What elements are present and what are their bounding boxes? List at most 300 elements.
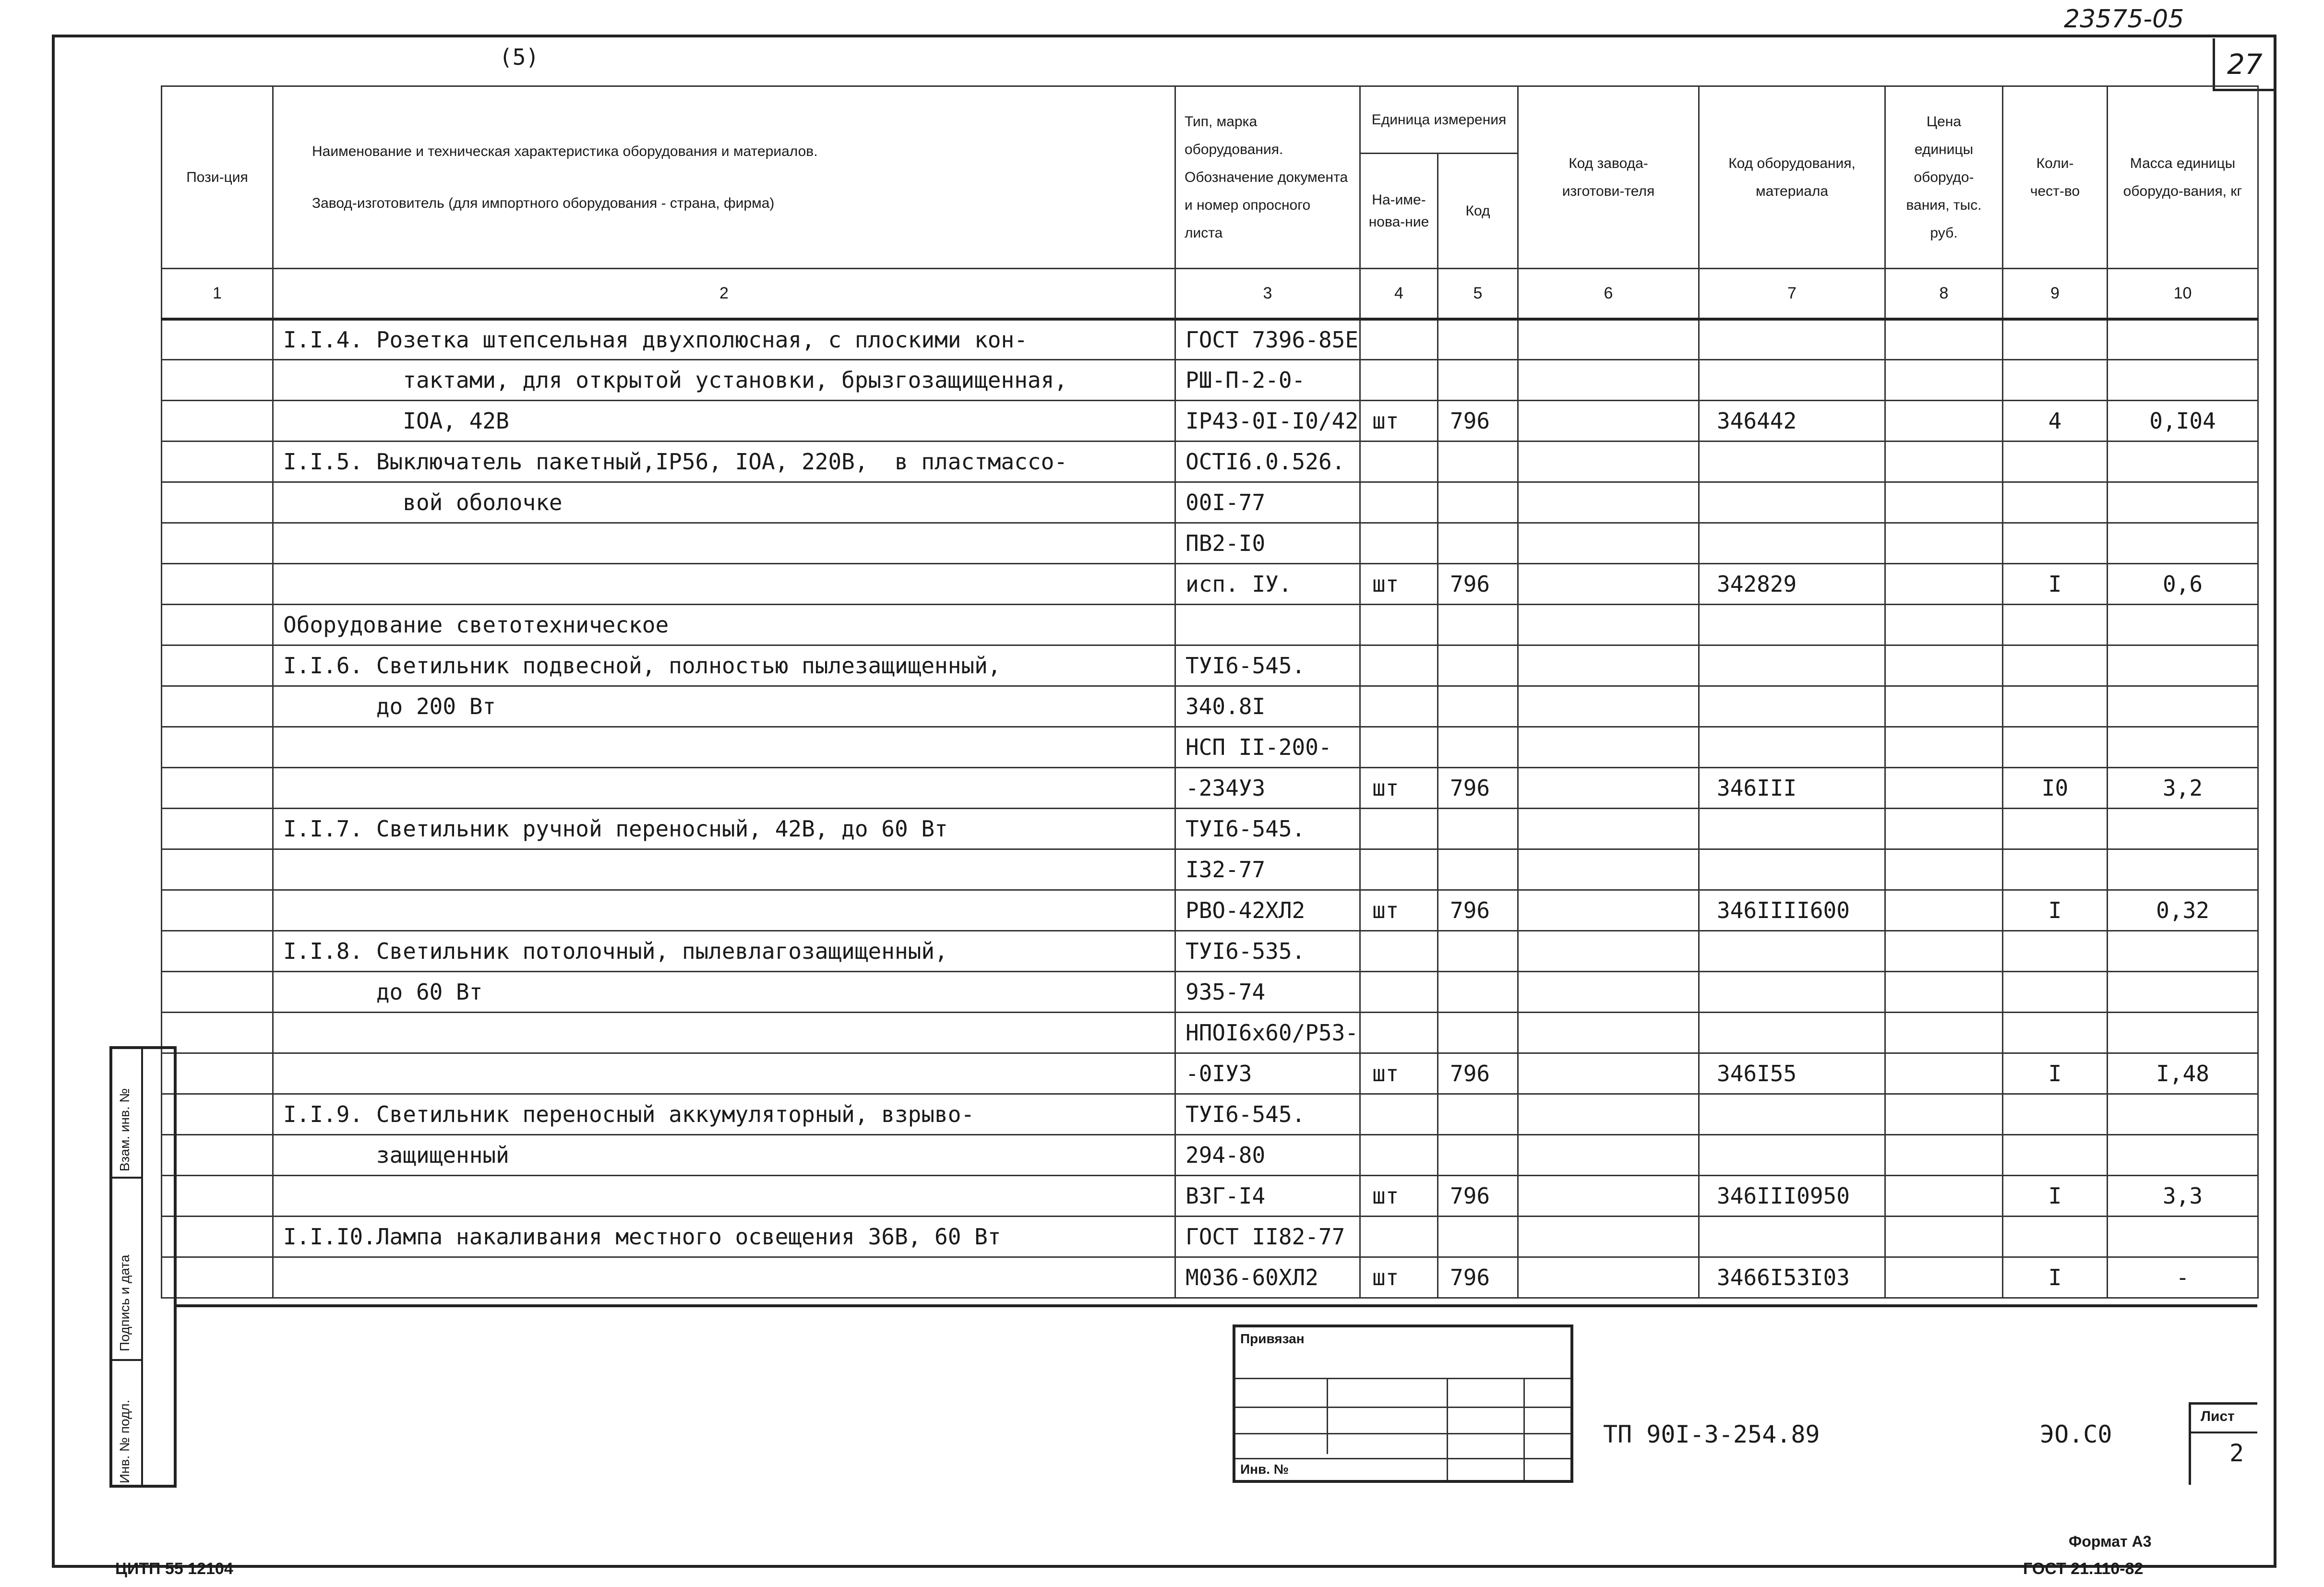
attached-inv-label: Инв. № — [1240, 1462, 1289, 1477]
cell-unit — [1360, 931, 1438, 972]
cell-unit — [1360, 319, 1438, 360]
cell-type: I32-77 — [1175, 849, 1360, 890]
cell-position — [162, 931, 273, 972]
side-label-inv-orig: Инв. № подл. — [117, 1399, 132, 1483]
table-row — [162, 441, 2258, 482]
side-cell-inv-repl — [112, 1049, 141, 1179]
cell-unit — [1360, 441, 1438, 482]
cell-quantity — [2003, 605, 2108, 645]
cell-unit: шт — [1360, 1176, 1438, 1217]
col-number: 3 — [1175, 269, 1360, 319]
col-number: 5 — [1438, 269, 1518, 319]
cell-unit-code: 796 — [1438, 1257, 1518, 1298]
cell-factory-code — [1518, 1094, 1699, 1135]
cell-position — [162, 768, 273, 809]
cell-unit-code — [1438, 1094, 1518, 1135]
cell-factory-code — [1518, 564, 1699, 605]
cell-unit — [1360, 360, 1438, 401]
cell-unit-code — [1438, 931, 1518, 972]
cell-price — [1885, 1053, 2003, 1094]
cell-position — [162, 972, 273, 1013]
cell-factory-code — [1518, 890, 1699, 931]
cell-name: IOA, 42B — [273, 401, 1175, 441]
specification-table — [161, 85, 2259, 1299]
cell-quantity — [2003, 360, 2108, 401]
cell-price — [1885, 401, 2003, 441]
cell-unit-code — [1438, 482, 1518, 523]
cell-price — [1885, 686, 2003, 727]
col-number: 6 — [1518, 269, 1699, 319]
side-cell-inv-orig — [112, 1361, 141, 1488]
side-stamp-divider — [141, 1049, 143, 1485]
cell-name — [273, 1257, 1175, 1298]
table-row — [162, 564, 2258, 605]
table-row — [162, 1013, 2258, 1053]
cell-unit: шт — [1360, 768, 1438, 809]
attached-vline — [1523, 1378, 1525, 1480]
cell-mass — [2108, 645, 2258, 686]
cell-position — [162, 605, 273, 645]
cell-quantity — [2003, 849, 2108, 890]
cell-price — [1885, 1094, 2003, 1135]
cell-position — [162, 319, 273, 360]
table-row — [162, 809, 2258, 849]
cell-equipment-code — [1699, 931, 1885, 972]
cell-unit: шт — [1360, 1257, 1438, 1298]
cell-unit-code: 796 — [1438, 401, 1518, 441]
table-row — [162, 849, 2258, 890]
side-label-inv-repl: Взам. инв. № — [117, 1088, 132, 1171]
cell-unit-code: 796 — [1438, 1176, 1518, 1217]
cell-mass: - — [2108, 1257, 2258, 1298]
cell-unit: шт — [1360, 564, 1438, 605]
cell-factory-code — [1518, 972, 1699, 1013]
cell-equipment-code — [1699, 1217, 1885, 1257]
cell-price — [1885, 727, 2003, 768]
cell-position — [162, 1013, 273, 1053]
table-row — [162, 890, 2258, 931]
cell-equipment-code — [1699, 441, 1885, 482]
cell-position — [162, 849, 273, 890]
cell-name: I.I.I0.Лампа накаливания местного освещения 36В, 60 Вт — [273, 1217, 1175, 1257]
cell-price — [1885, 931, 2003, 972]
cell-position — [162, 360, 273, 401]
cell-name: тактами, для открытой установки, брызгозащищенная, — [273, 360, 1175, 401]
cell-factory-code — [1518, 1135, 1699, 1176]
cell-price — [1885, 564, 2003, 605]
cell-quantity: I — [2003, 1257, 2108, 1298]
cell-price — [1885, 1257, 2003, 1298]
table-row — [162, 319, 2258, 360]
cell-quantity — [2003, 931, 2108, 972]
cell-mass — [2108, 605, 2258, 645]
table-row — [162, 972, 2258, 1013]
cell-name — [273, 523, 1175, 564]
cell-price — [1885, 605, 2003, 645]
cell-equipment-code — [1699, 727, 1885, 768]
cell-position — [162, 1217, 273, 1257]
cell-name — [273, 727, 1175, 768]
cell-name: до 60 Вт — [273, 972, 1175, 1013]
cell-unit: шт — [1360, 1053, 1438, 1094]
table-row — [162, 1257, 2258, 1298]
cell-mass — [2108, 972, 2258, 1013]
cell-name — [273, 849, 1175, 890]
col-header-factory-code: Код завода-изготови-теля — [1518, 86, 1699, 269]
cell-price — [1885, 849, 2003, 890]
cell-equipment-code: 346I55 — [1699, 1053, 1885, 1094]
cell-price — [1885, 768, 2003, 809]
cell-mass — [2108, 523, 2258, 564]
cell-mass — [2108, 849, 2258, 890]
title-block-top-line — [175, 1304, 2257, 1307]
format-label: Формат А3 — [2069, 1533, 2152, 1550]
cell-unit-code — [1438, 809, 1518, 849]
cell-factory-code — [1518, 727, 1699, 768]
cell-mass — [2108, 931, 2258, 972]
table-row — [162, 1135, 2258, 1176]
cell-equipment-code — [1699, 319, 1885, 360]
attached-line — [1235, 1433, 1570, 1434]
cell-position — [162, 809, 273, 849]
cell-position — [162, 645, 273, 686]
cell-mass — [2108, 319, 2258, 360]
cell-mass — [2108, 360, 2258, 401]
col-header-unit-group: Единица измерения — [1360, 86, 1518, 154]
cell-type: НПОI6х60/Р53- — [1175, 1013, 1360, 1053]
table-row — [162, 686, 2258, 727]
cell-mass — [2108, 686, 2258, 727]
cell-type — [1175, 605, 1360, 645]
cell-mass: 0,I04 — [2108, 401, 2258, 441]
cell-quantity — [2003, 1013, 2108, 1053]
cell-quantity — [2003, 1135, 2108, 1176]
cell-price — [1885, 482, 2003, 523]
cell-mass — [2108, 809, 2258, 849]
cell-unit-code — [1438, 645, 1518, 686]
cell-type: 00I-77 — [1175, 482, 1360, 523]
cell-quantity — [2003, 441, 2108, 482]
cell-position — [162, 727, 273, 768]
cell-mass — [2108, 727, 2258, 768]
attached-vline — [1447, 1378, 1448, 1480]
cell-price — [1885, 1135, 2003, 1176]
cell-equipment-code: 346442 — [1699, 401, 1885, 441]
cell-unit — [1360, 645, 1438, 686]
cell-type: М036-60ХЛ2 — [1175, 1257, 1360, 1298]
col-number: 2 — [273, 269, 1175, 319]
cell-equipment-code — [1699, 849, 1885, 890]
cell-unit-code — [1438, 441, 1518, 482]
cell-unit-code — [1438, 605, 1518, 645]
cell-unit — [1360, 1135, 1438, 1176]
cell-type: ТУI6-545. — [1175, 645, 1360, 686]
col-header-name: Наименование и техническая характеристика оборудования и материалов. Завод-изготовитель (для импортного оборудования - страна, фирма) — [273, 86, 1175, 269]
cell-mass — [2108, 1217, 2258, 1257]
cell-name — [273, 1053, 1175, 1094]
attached-line — [1235, 1458, 1570, 1459]
cell-type: 294-80 — [1175, 1135, 1360, 1176]
cell-position — [162, 523, 273, 564]
cell-mass — [2108, 482, 2258, 523]
cell-price — [1885, 972, 2003, 1013]
cell-equipment-code — [1699, 1094, 1885, 1135]
cell-position — [162, 1094, 273, 1135]
cell-quantity — [2003, 1217, 2108, 1257]
cell-type: ПВ2-I0 — [1175, 523, 1360, 564]
cell-name — [273, 1176, 1175, 1217]
side-stamp — [109, 1046, 177, 1488]
cell-unit-code — [1438, 360, 1518, 401]
cell-equipment-code: 346IIII600 — [1699, 890, 1885, 931]
cell-price — [1885, 890, 2003, 931]
cell-factory-code — [1518, 523, 1699, 564]
cell-factory-code — [1518, 605, 1699, 645]
table-row — [162, 1217, 2258, 1257]
cell-unit — [1360, 972, 1438, 1013]
cell-equipment-code — [1699, 972, 1885, 1013]
cell-equipment-code: 342829 — [1699, 564, 1885, 605]
cell-quantity — [2003, 1094, 2108, 1135]
cell-quantity: I — [2003, 564, 2108, 605]
cell-factory-code — [1518, 686, 1699, 727]
cell-unit-code — [1438, 849, 1518, 890]
cell-unit-code: 796 — [1438, 1053, 1518, 1094]
cell-name: вой оболочке — [273, 482, 1175, 523]
cell-type: исп. IУ. — [1175, 564, 1360, 605]
cell-equipment-code — [1699, 686, 1885, 727]
cell-type: 340.8I — [1175, 686, 1360, 727]
cell-price — [1885, 523, 2003, 564]
cell-quantity: I — [2003, 890, 2108, 931]
cell-quantity: I0 — [2003, 768, 2108, 809]
col-header-equipment-code: Код оборудования, материала — [1699, 86, 1885, 269]
cell-unit: шт — [1360, 401, 1438, 441]
cell-unit-code — [1438, 1135, 1518, 1176]
cell-type: ГОСТ 7396-85Е — [1175, 319, 1360, 360]
cell-type: -0IУ3 — [1175, 1053, 1360, 1094]
cell-price — [1885, 360, 2003, 401]
cell-factory-code — [1518, 1053, 1699, 1094]
cell-unit — [1360, 605, 1438, 645]
handwritten-number: 23575-05 — [2064, 5, 2184, 34]
cell-equipment-code: 3466I53I03 — [1699, 1257, 1885, 1298]
cell-quantity: 4 — [2003, 401, 2108, 441]
standard-label: ГОСТ 21.110-82 — [2023, 1560, 2144, 1578]
cell-type: ВЗГ-I4 — [1175, 1176, 1360, 1217]
cell-equipment-code — [1699, 482, 1885, 523]
cell-equipment-code — [1699, 523, 1885, 564]
attached-title: Привязан — [1240, 1331, 1305, 1346]
cell-unit — [1360, 482, 1438, 523]
table-row — [162, 727, 2258, 768]
cell-unit — [1360, 1013, 1438, 1053]
cell-unit — [1360, 686, 1438, 727]
attached-vline — [1327, 1378, 1328, 1454]
cell-position — [162, 1257, 273, 1298]
cell-unit — [1360, 523, 1438, 564]
col-number: 9 — [2003, 269, 2108, 319]
cell-factory-code — [1518, 1217, 1699, 1257]
table-row — [162, 523, 2258, 564]
table-row — [162, 605, 2258, 645]
sheet-number: 2 — [2229, 1439, 2244, 1467]
col-header-type: Тип, марка оборудования. Обозначение документа и номер опросного листа — [1175, 86, 1360, 269]
col-header-quantity: Коли-чест-во — [2003, 86, 2108, 269]
cell-mass: 3,2 — [2108, 768, 2258, 809]
col-number: 4 — [1360, 269, 1438, 319]
cell-factory-code — [1518, 768, 1699, 809]
col-header-unit-code: Код — [1438, 154, 1518, 269]
cell-price — [1885, 1013, 2003, 1053]
cell-name: I.I.8. Светильник потолочный, пылевлагозащищенный, — [273, 931, 1175, 972]
table-row — [162, 768, 2258, 809]
cell-quantity — [2003, 482, 2108, 523]
cell-type: РВО-42ХЛ2 — [1175, 890, 1360, 931]
cell-mass — [2108, 1013, 2258, 1053]
table-row — [162, 1094, 2258, 1135]
cell-unit — [1360, 727, 1438, 768]
side-cell-sign-date — [112, 1179, 141, 1361]
cell-factory-code — [1518, 401, 1699, 441]
cell-quantity — [2003, 809, 2108, 849]
cell-equipment-code — [1699, 1135, 1885, 1176]
section-code: ЭО.С0 — [2040, 1420, 2112, 1448]
cell-name: I.I.7. Светильник ручной переносный, 42В, до 60 Вт — [273, 809, 1175, 849]
attached-line — [1235, 1407, 1570, 1408]
cell-mass: I,48 — [2108, 1053, 2258, 1094]
cell-factory-code — [1518, 441, 1699, 482]
cell-price — [1885, 441, 2003, 482]
col-number: 7 — [1699, 269, 1885, 319]
cell-type: ОСТI6.0.526. — [1175, 441, 1360, 482]
cell-factory-code — [1518, 931, 1699, 972]
cell-type: НСП II-200- — [1175, 727, 1360, 768]
cell-price — [1885, 809, 2003, 849]
cell-quantity — [2003, 645, 2108, 686]
cell-factory-code — [1518, 482, 1699, 523]
cell-price — [1885, 645, 2003, 686]
printer-code: ЦИТП 55 12104 — [115, 1560, 233, 1578]
cell-quantity — [2003, 523, 2108, 564]
col-number: 8 — [1885, 269, 2003, 319]
col-number: 10 — [2108, 269, 2258, 319]
cell-mass: 3,3 — [2108, 1176, 2258, 1217]
cell-quantity — [2003, 972, 2108, 1013]
col-number: 1 — [162, 269, 273, 319]
spec-table-body — [162, 319, 2258, 1298]
cell-unit — [1360, 809, 1438, 849]
table-row — [162, 645, 2258, 686]
cell-name — [273, 1013, 1175, 1053]
cell-unit-code — [1438, 972, 1518, 1013]
sheet-number-box — [2189, 1402, 2257, 1485]
cell-unit-code: 796 — [1438, 890, 1518, 931]
cell-type: ТУI6-535. — [1175, 931, 1360, 972]
cell-equipment-code — [1699, 1013, 1885, 1053]
cell-quantity: I — [2003, 1053, 2108, 1094]
cell-unit: шт — [1360, 890, 1438, 931]
cell-name: Оборудование светотехническое — [273, 605, 1175, 645]
table-row — [162, 1053, 2258, 1094]
cell-type: IP43-0I-I0/42 — [1175, 401, 1360, 441]
cell-equipment-code — [1699, 605, 1885, 645]
cell-factory-code — [1518, 319, 1699, 360]
cell-unit-code — [1438, 523, 1518, 564]
cell-mass — [2108, 1094, 2258, 1135]
cell-name: I.I.6. Светильник подвесной, полностью пылезащищенный, — [273, 645, 1175, 686]
cell-position — [162, 1176, 273, 1217]
cell-name — [273, 768, 1175, 809]
cell-name — [273, 564, 1175, 605]
cell-equipment-code: 346III0950 — [1699, 1176, 1885, 1217]
cell-factory-code — [1518, 809, 1699, 849]
cell-mass — [2108, 1135, 2258, 1176]
table-row — [162, 931, 2258, 972]
cell-unit-code — [1438, 1217, 1518, 1257]
cell-position — [162, 1135, 273, 1176]
cell-unit-code — [1438, 319, 1518, 360]
cell-unit-code — [1438, 1013, 1518, 1053]
col-header-mass: Масса единицы оборудо-вания, кг — [2108, 86, 2258, 269]
cell-unit — [1360, 1217, 1438, 1257]
cell-unit — [1360, 849, 1438, 890]
cell-position — [162, 686, 273, 727]
cell-equipment-code — [1699, 360, 1885, 401]
cell-price — [1885, 1217, 2003, 1257]
page-number: 27 — [2227, 48, 2263, 81]
cell-equipment-code — [1699, 645, 1885, 686]
cell-position — [162, 441, 273, 482]
cell-quantity: I — [2003, 1176, 2108, 1217]
cell-quantity — [2003, 727, 2108, 768]
col-header-position: Пози-ция — [162, 86, 273, 269]
sheet-label: Лист — [2201, 1408, 2235, 1424]
cell-mass: 0,6 — [2108, 564, 2258, 605]
cell-quantity — [2003, 319, 2108, 360]
cell-equipment-code: 346III — [1699, 768, 1885, 809]
cell-type: 935-74 — [1175, 972, 1360, 1013]
cell-factory-code — [1518, 1257, 1699, 1298]
cell-price — [1885, 319, 2003, 360]
cell-name: I.I.5. Выключатель пакетный,IP56, IOA, 220В, в пластмассо- — [273, 441, 1175, 482]
cell-position — [162, 401, 273, 441]
cell-factory-code — [1518, 849, 1699, 890]
attached-stamp — [1233, 1324, 1573, 1483]
cell-quantity — [2003, 686, 2108, 727]
cell-unit-code: 796 — [1438, 768, 1518, 809]
cell-mass — [2108, 441, 2258, 482]
cell-price — [1885, 1176, 2003, 1217]
cell-unit-code — [1438, 727, 1518, 768]
cell-type: -234У3 — [1175, 768, 1360, 809]
attached-line — [1235, 1378, 1570, 1379]
cell-factory-code — [1518, 1013, 1699, 1053]
table-row — [162, 1176, 2258, 1217]
cell-position — [162, 890, 273, 931]
cell-factory-code — [1518, 360, 1699, 401]
document-code: ТП 90I-3-254.89 — [1603, 1420, 1820, 1448]
cell-unit-code: 796 — [1438, 564, 1518, 605]
cell-factory-code — [1518, 645, 1699, 686]
cell-unit-code — [1438, 686, 1518, 727]
cell-type: ТУI6-545. — [1175, 809, 1360, 849]
cell-mass: 0,32 — [2108, 890, 2258, 931]
sheet-note: (5) — [499, 44, 539, 70]
cell-factory-code — [1518, 1176, 1699, 1217]
table-row — [162, 360, 2258, 401]
cell-name: I.I.4. Розетка штепсельная двухполюсная, с плоскими кон- — [273, 319, 1175, 360]
